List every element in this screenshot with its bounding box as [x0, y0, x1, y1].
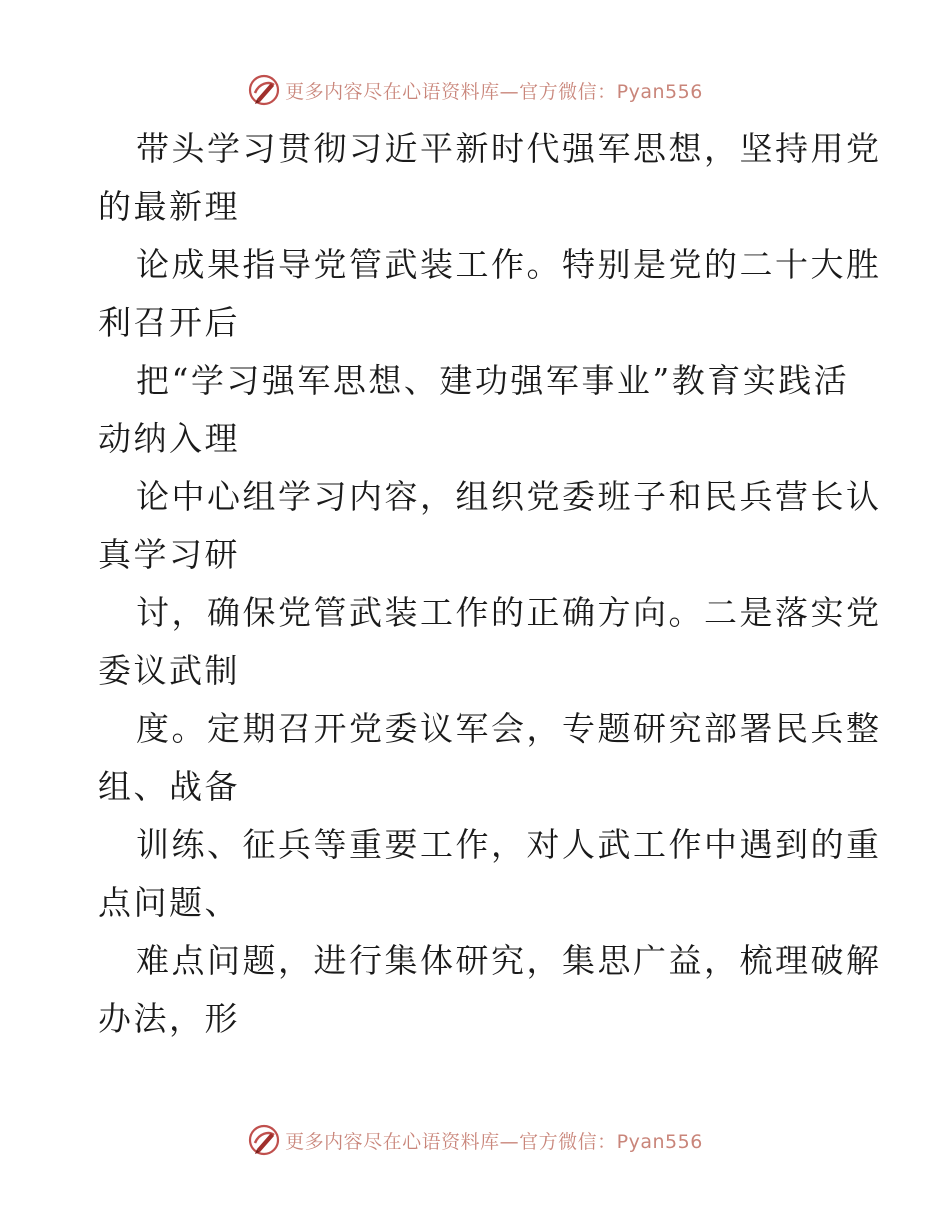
- body-line: 带头学习贯彻习近平新时代强军思想，坚持用党: [136, 129, 882, 168]
- body-line: 论中心组学习内容，组织党委班子和民兵营长认: [136, 477, 882, 516]
- body-line: 的最新理: [98, 187, 240, 226]
- footer-watermark-text: 更多内容尽在心语资料库—官方微信：Pyan556: [285, 1130, 703, 1153]
- body-line: 度。定期召开党委议军会，专题研究部署民兵整: [136, 709, 882, 748]
- body-line: 动纳入理: [98, 419, 240, 458]
- body-line: 讨，确保党管武装工作的正确方向。二是落实党: [136, 593, 882, 632]
- footer-watermark-banner: [0, 1120, 950, 1160]
- header-watermark-banner: [0, 70, 950, 110]
- body-line: 利召开后: [98, 303, 240, 342]
- pen-swirl-logo-icon: [247, 1123, 281, 1157]
- body-line: 训练、征兵等重要工作，对人武工作中遇到的重: [136, 825, 882, 864]
- body-line: 点问题、: [98, 883, 240, 922]
- document-body: [98, 120, 882, 1048]
- body-line: 委议武制: [98, 651, 240, 690]
- pen-swirl-logo-icon: [247, 73, 281, 107]
- body-line: 把“学习强军思想、建功强军事业”教育实践活: [136, 361, 850, 400]
- body-line: 真学习研: [98, 535, 240, 574]
- body-line: 论成果指导党管武装工作。特别是党的二十大胜: [136, 245, 882, 284]
- header-watermark-text: 更多内容尽在心语资料库—官方微信：Pyan556: [285, 80, 703, 103]
- body-line: 难点问题，进行集体研究，集思广益，梳理破解: [136, 941, 882, 980]
- body-line: 组、战备: [98, 767, 240, 806]
- body-line: 办法，形: [98, 999, 240, 1038]
